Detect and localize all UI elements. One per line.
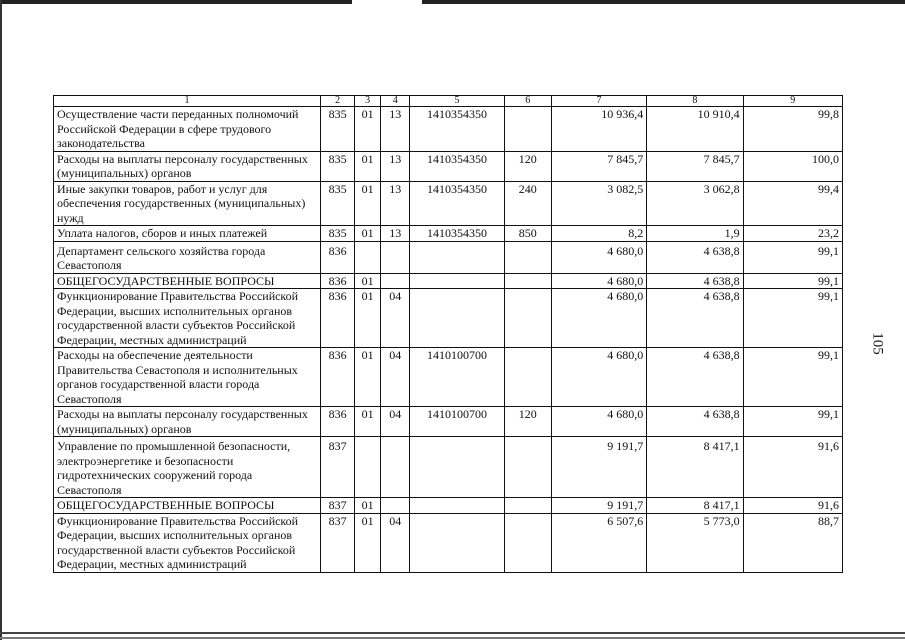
table-body bbox=[54, 107, 843, 573]
column-number-row bbox=[54, 96, 843, 107]
row-rz: 01 bbox=[355, 407, 381, 437]
row-pct: 99,1 bbox=[743, 289, 842, 348]
row-vr bbox=[504, 289, 551, 348]
row-pr bbox=[381, 437, 410, 498]
row-vr: 120 bbox=[504, 407, 551, 437]
table-row bbox=[54, 241, 843, 273]
scan-edge-gap bbox=[352, 0, 422, 4]
scan-edge-bottom-shadow bbox=[0, 637, 905, 639]
row-plan: 9 191,7 bbox=[551, 498, 646, 514]
row-name: Расходы на выплаты персоналу государственных (муниципальных) органов bbox=[54, 407, 321, 437]
row-fact: 4 638,8 bbox=[647, 273, 743, 289]
row-ved: 835 bbox=[321, 181, 355, 226]
table-row bbox=[54, 226, 843, 242]
table-row bbox=[54, 407, 843, 437]
row-rz: 01 bbox=[355, 513, 381, 572]
row-fact: 4 638,8 bbox=[647, 407, 743, 437]
row-ved: 835 bbox=[321, 107, 355, 152]
row-plan: 8,2 bbox=[551, 226, 646, 242]
row-ved: 837 bbox=[321, 498, 355, 514]
row-pct: 91,6 bbox=[743, 437, 842, 498]
row-rz: 01 bbox=[355, 273, 381, 289]
row-csr: 1410354350 bbox=[410, 151, 504, 181]
row-name: Иные закупки товаров, работ и услуг для обеспечения государственных (муниципальных) нужд bbox=[54, 181, 321, 226]
row-vr bbox=[504, 107, 551, 152]
row-csr bbox=[410, 498, 504, 514]
row-ved: 836 bbox=[321, 273, 355, 289]
col-header-4: 4 bbox=[381, 96, 410, 107]
scan-edge-bottom bbox=[0, 632, 905, 634]
col-header-2: 2 bbox=[321, 96, 355, 107]
row-plan: 4 680,0 bbox=[551, 289, 646, 348]
row-plan: 7 845,7 bbox=[551, 151, 646, 181]
row-rz: 01 bbox=[355, 151, 381, 181]
row-ved: 835 bbox=[321, 151, 355, 181]
row-name: Функционирование Правительства Российской Федерации, высших исполнительных органов государственной власти субъектов Российской Федерации, местных администраций bbox=[54, 513, 321, 572]
row-pr: 13 bbox=[381, 181, 410, 226]
row-pct: 99,1 bbox=[743, 407, 842, 437]
row-fact: 10 910,4 bbox=[647, 107, 743, 152]
row-name: Управление по промышленной безопасности, электроэнергетике и безопасности гидротехнических сооружений города Севастополя bbox=[54, 437, 321, 498]
row-csr: 1410354350 bbox=[410, 181, 504, 226]
scan-edge-left bbox=[0, 0, 2, 640]
table-row bbox=[54, 498, 843, 514]
col-header-9: 9 bbox=[743, 96, 842, 107]
row-pr: 04 bbox=[381, 289, 410, 348]
row-name: Расходы на обеспечение деятельности Правительства Севастополя и исполнительных органов государственной власти города Севастополя bbox=[54, 348, 321, 407]
row-pct: 99,8 bbox=[743, 107, 842, 152]
table-row bbox=[54, 107, 843, 152]
row-fact: 7 845,7 bbox=[647, 151, 743, 181]
row-csr: 1410100700 bbox=[410, 348, 504, 407]
row-csr bbox=[410, 241, 504, 273]
row-rz bbox=[355, 437, 381, 498]
row-fact: 8 417,1 bbox=[647, 437, 743, 498]
row-csr: 1410354350 bbox=[410, 107, 504, 152]
row-pr: 13 bbox=[381, 226, 410, 242]
row-pct: 23,2 bbox=[743, 226, 842, 242]
row-name: Департамент сельского хозяйства города Севастополя bbox=[54, 241, 321, 273]
row-vr bbox=[504, 273, 551, 289]
col-header-1: 1 bbox=[54, 96, 321, 107]
table-row bbox=[54, 513, 843, 572]
row-ved: 835 bbox=[321, 226, 355, 242]
row-plan: 4 680,0 bbox=[551, 348, 646, 407]
row-vr bbox=[504, 498, 551, 514]
row-plan: 4 680,0 bbox=[551, 241, 646, 273]
budget-table bbox=[53, 95, 843, 573]
row-pct: 99,1 bbox=[743, 273, 842, 289]
row-name: Расходы на выплаты персоналу государственных (муниципальных) органов bbox=[54, 151, 321, 181]
row-csr bbox=[410, 513, 504, 572]
row-fact: 4 638,8 bbox=[647, 289, 743, 348]
row-rz: 01 bbox=[355, 181, 381, 226]
row-pct: 99,1 bbox=[743, 348, 842, 407]
row-rz: 01 bbox=[355, 226, 381, 242]
row-pr: 04 bbox=[381, 348, 410, 407]
scan-edge-top bbox=[0, 0, 905, 4]
row-plan: 4 680,0 bbox=[551, 273, 646, 289]
table-row bbox=[54, 151, 843, 181]
col-header-7: 7 bbox=[551, 96, 646, 107]
row-plan: 3 082,5 bbox=[551, 181, 646, 226]
row-csr bbox=[410, 273, 504, 289]
row-fact: 5 773,0 bbox=[647, 513, 743, 572]
page-number: 105 bbox=[869, 332, 886, 355]
row-pr bbox=[381, 241, 410, 273]
col-header-5: 5 bbox=[410, 96, 504, 107]
row-fact: 3 062,8 bbox=[647, 181, 743, 226]
row-vr: 120 bbox=[504, 151, 551, 181]
row-ved: 837 bbox=[321, 513, 355, 572]
col-header-6: 6 bbox=[504, 96, 551, 107]
row-vr: 240 bbox=[504, 181, 551, 226]
row-ved: 836 bbox=[321, 407, 355, 437]
row-pr: 13 bbox=[381, 151, 410, 181]
row-fact: 4 638,8 bbox=[647, 241, 743, 273]
col-header-8: 8 bbox=[647, 96, 743, 107]
row-rz: 01 bbox=[355, 348, 381, 407]
row-pr bbox=[381, 273, 410, 289]
row-name: Функционирование Правительства Российской Федерации, высших исполнительных органов государственной власти субъектов Российской Федерации, местных администраций bbox=[54, 289, 321, 348]
row-csr: 1410100700 bbox=[410, 407, 504, 437]
row-ved: 837 bbox=[321, 437, 355, 498]
row-ved: 836 bbox=[321, 289, 355, 348]
row-plan: 4 680,0 bbox=[551, 407, 646, 437]
row-rz bbox=[355, 241, 381, 273]
row-pct: 91,6 bbox=[743, 498, 842, 514]
row-name: ОБЩЕГОСУДАРСТВЕННЫЕ ВОПРОСЫ bbox=[54, 498, 321, 514]
row-name: Уплата налогов, сборов и иных платежей bbox=[54, 226, 321, 242]
row-pr: 04 bbox=[381, 513, 410, 572]
col-header-3: 3 bbox=[355, 96, 381, 107]
row-csr: 1410354350 bbox=[410, 226, 504, 242]
row-pr: 04 bbox=[381, 407, 410, 437]
row-ved: 836 bbox=[321, 348, 355, 407]
table-row bbox=[54, 348, 843, 407]
row-pct: 100,0 bbox=[743, 151, 842, 181]
row-csr bbox=[410, 437, 504, 498]
row-rz: 01 bbox=[355, 289, 381, 348]
row-vr: 850 bbox=[504, 226, 551, 242]
row-pct: 99,4 bbox=[743, 181, 842, 226]
row-vr bbox=[504, 241, 551, 273]
table-row bbox=[54, 289, 843, 348]
row-pct: 88,7 bbox=[743, 513, 842, 572]
row-pr bbox=[381, 498, 410, 514]
row-plan: 9 191,7 bbox=[551, 437, 646, 498]
row-vr bbox=[504, 348, 551, 407]
row-csr bbox=[410, 289, 504, 348]
row-vr bbox=[504, 513, 551, 572]
row-plan: 10 936,4 bbox=[551, 107, 646, 152]
row-pct: 99,1 bbox=[743, 241, 842, 273]
row-name: ОБЩЕГОСУДАРСТВЕННЫЕ ВОПРОСЫ bbox=[54, 273, 321, 289]
row-rz: 01 bbox=[355, 107, 381, 152]
row-fact: 8 417,1 bbox=[647, 498, 743, 514]
row-ved: 836 bbox=[321, 241, 355, 273]
table-row bbox=[54, 181, 843, 226]
row-fact: 4 638,8 bbox=[647, 348, 743, 407]
row-rz: 01 bbox=[355, 498, 381, 514]
row-plan: 6 507,6 bbox=[551, 513, 646, 572]
row-fact: 1,9 bbox=[647, 226, 743, 242]
row-pr: 13 bbox=[381, 107, 410, 152]
table-row bbox=[54, 273, 843, 289]
table-row bbox=[54, 437, 843, 498]
row-name: Осуществление части переданных полномочий Российской Федерации в сфере трудового законодательства bbox=[54, 107, 321, 152]
row-vr bbox=[504, 437, 551, 498]
